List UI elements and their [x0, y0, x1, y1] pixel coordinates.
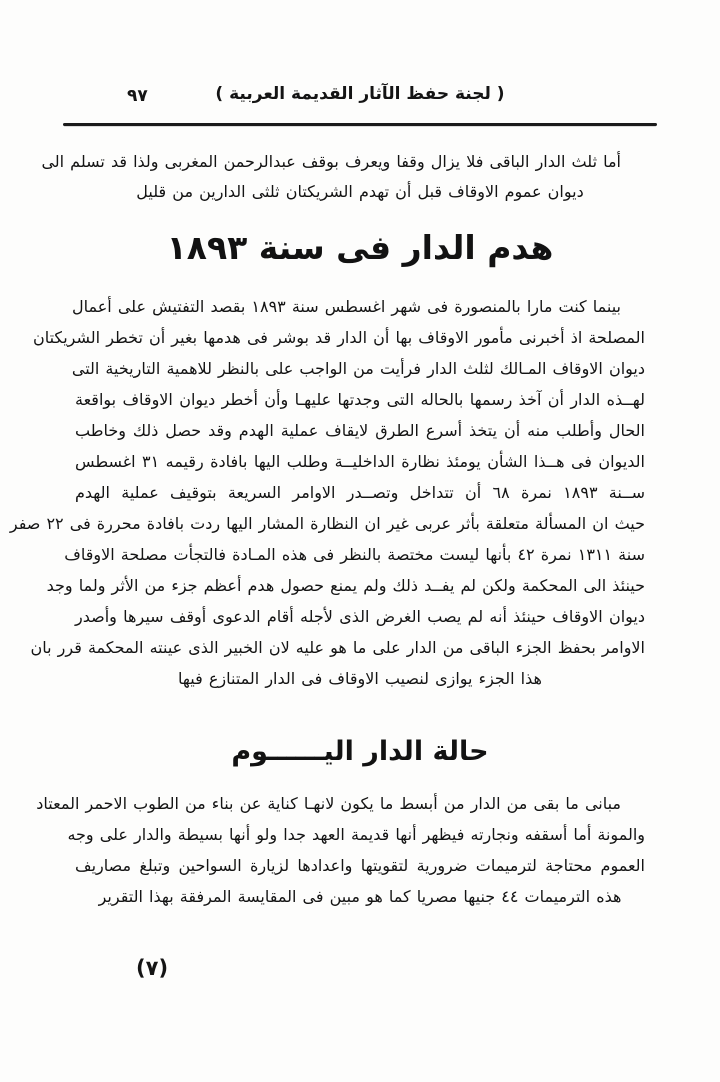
- text-line: هذا الجزء يوازى لنصيب الاوقاف فى الدار المتنازع فيها: [178, 669, 542, 688]
- intro-paragraph: [41, 147, 645, 207]
- text-line: المصلحة اذ أخبرنى مأمور الاوقاف بها أن الدار قد بوشر فى هدمها بغير أن تخطر الشريكتان: [32, 328, 645, 347]
- text-line: بينما كنت مارا بالمنصورة فى شهر اغسطس سنة ١٨٩٣ بقصد التفتيش على أعمال: [71, 297, 621, 316]
- text-line: ديوان الاوقاف حينئذ أنه لم يصب الغرض الذى لأجله أقام الدعوى أوقف سيرها وأصدر: [75, 607, 645, 626]
- text-line: ســنة ١٨٩٣ نمرة ٦٨ أن تتداخل وتصــدر الاوامر السريعة بتوقيف عملية الهدم: [75, 483, 645, 502]
- text-line: لهــذه الدار أن آخذ رسمها بالحاله التى وجدتها عليهـا وأن أخطر ديوان الاوقاف بواقعة: [75, 390, 645, 409]
- header-page-number: ٩٧: [127, 86, 148, 106]
- text-line: ديوان الاوقاف المـالك لثلث الدار فرأيت من الواجب على بالنظر للاهمية التاريخية التى: [71, 359, 645, 378]
- text-line: حينئذ الى المحكمة ولكن لم يفــد ذلك ولم يمنع حصول هدم أعظم جزء من الأثر ولما وجد: [46, 576, 645, 595]
- text-line: الديوان فى هــذا الشأن يومئذ نظارة الداخليــة وطلب اليها بافادة رقيمه ٣١ اغسطس: [75, 452, 645, 471]
- header-rule-divider: [63, 123, 657, 126]
- text-line: هذه الترميمات ٤٤ جنيها مصريا كما هو مبين فى المقايسة المرفقة بهذا التقرير: [98, 887, 622, 906]
- text-line: الاوامر بحفظ الجزء الباقى من الدار على ما هو عليه لان الخبير الذى عينته المحكمة قرر بان: [30, 638, 645, 657]
- header-title: ( لجنة حفظ الآثار القديمة العربية ): [215, 84, 505, 104]
- section-heading-demolition-1893: هدم الدار فى سنة ١٨٩٣: [166, 228, 554, 267]
- text-line: العموم محتاجة لترميمات ضرورية لتقويتها واعدادها لزيارة السواحين وتبلغ مصاريف: [75, 856, 645, 875]
- text-line: ديوان عموم الاوقاف قبل أن تهدم الشريكتان ثلثى الدارين من قليل: [136, 182, 584, 201]
- section-heading-house-condition: حالة الدار اليــــــوم: [231, 736, 489, 767]
- text-line: أما ثلث الدار الباقى فلا يزال وقفا ويعرف بوقف عبدالرحمن المغربى ولذا قد تسلم الى: [41, 152, 621, 171]
- page-header: [0, 84, 720, 114]
- text-line: سنة ١٣١١ نمرة ٤٢ بأنها ليست مختصة بالنظر فى هذه المـادة فالتجأت مصلحة الاوقاف: [64, 545, 645, 564]
- demolition-paragraph: [9, 291, 645, 694]
- text-line: مبانى ما بقى من الدار من أبسط ما يكون لانهـا كناية عن بناء من الطوب الاحمر المعتاد: [36, 794, 621, 813]
- text-line: الحال وأطلب منه أن يتخذ أسرع الطرق لايقاف عملية الهدم وقد حصل ذلك وخاطب: [75, 421, 645, 440]
- condition-paragraph: [36, 788, 645, 912]
- text-line: حيث ان المسألة متعلقة بأثر عربى غير ان النظارة المشار اليها ردت بافادة محررة فى ٢٢ صفر: [9, 514, 645, 533]
- footer-page-number: (٧): [136, 956, 169, 980]
- text-line: والمونة أما أسقفه ونجارته فيظهر أنها قديمة العهد جدا ولو أنها بسيطة والدار على وجه: [67, 825, 645, 844]
